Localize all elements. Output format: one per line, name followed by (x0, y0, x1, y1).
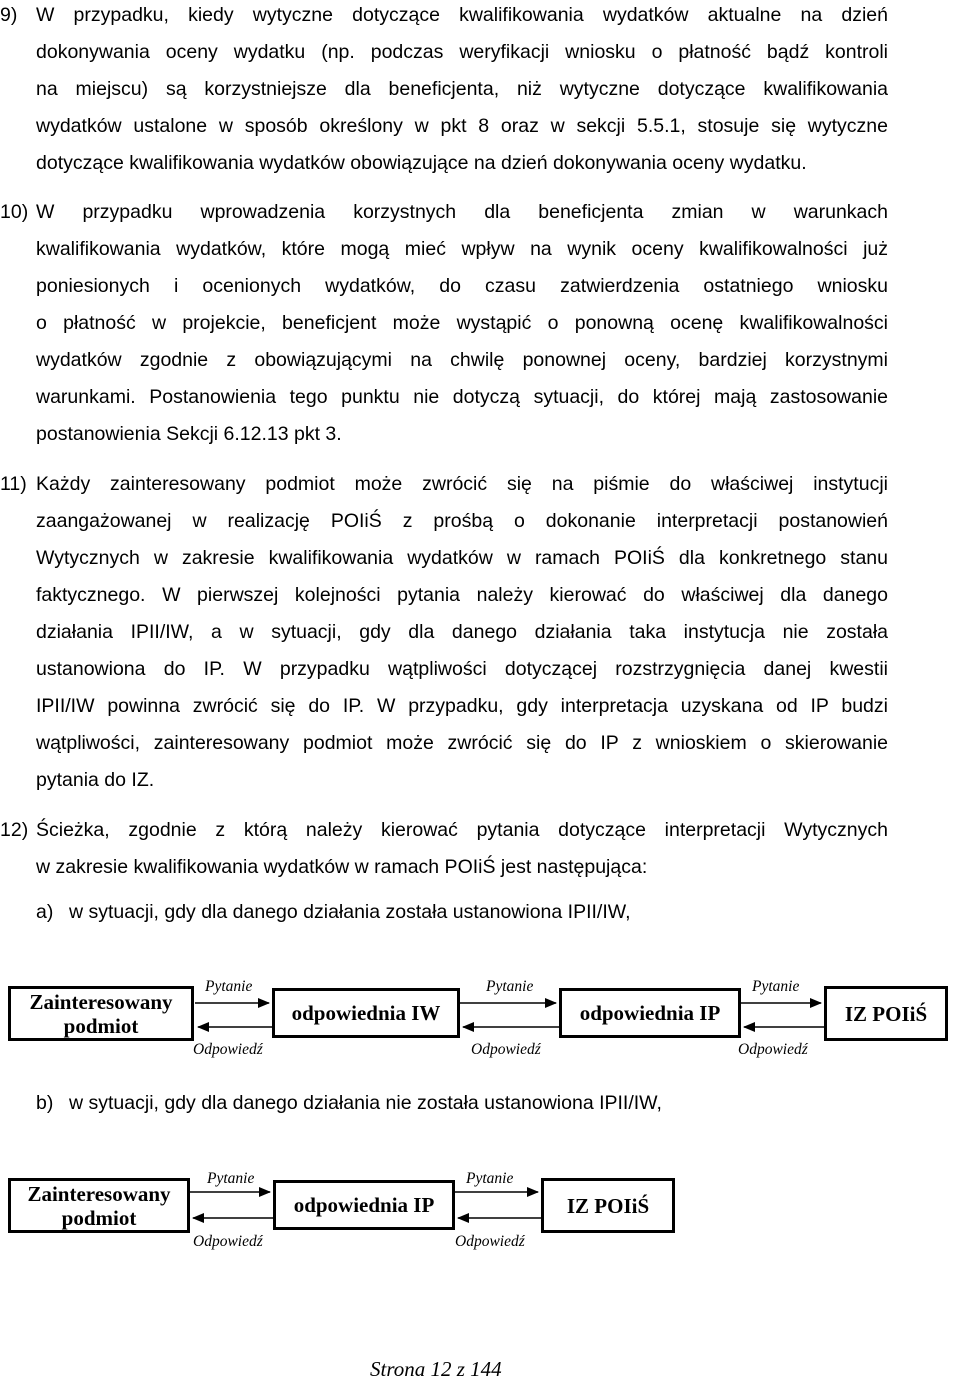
item-line: działania IPII/IW, a w sytuacji, gdy dla danego działania taka instytucja nie została (36, 621, 888, 643)
item-line: faktycznego. W pierwszej kolejności pytania należy kierować do właściwej dla danego (36, 584, 888, 606)
flow-a-answer-label: Odpowiedź (471, 1041, 541, 1058)
item-line: wydatków zgodnie z obowiązującymi na chwilę ponownej oceny, bardziej korzystnymi (36, 349, 888, 371)
item-line: wątpliwości, zainteresowany podmiot może zwrócić się do IP z wnioskiem o skierowanie (36, 732, 888, 754)
flow-b-box-ip: odpowiednia IP (273, 1180, 455, 1230)
item-line: o płatność w projekcie, beneficjent może wystąpić o ponowną ocenę kwalifikowalności (36, 312, 888, 334)
item-line: pytania do IZ. (36, 769, 155, 791)
flow-a-question-label: Pytanie (486, 978, 534, 995)
sub-item-text: w sytuacji, gdy dla danego działania nie została ustanowiona IPII/IW, (69, 1092, 662, 1114)
flow-b-box-applicant: Zainteresowany podmiot (8, 1178, 190, 1233)
item-line: ustanowiona do IP. W przypadku wątpliwości dotyczącej rozstrzygnięcia danej kwestii (36, 658, 888, 680)
flow-a-question-label: Pytanie (752, 978, 800, 995)
flow-b-answer-label: Odpowiedź (455, 1233, 525, 1250)
flow-b-box-iz: IZ POIiŚ (541, 1178, 675, 1233)
flow-b-question-label: Pytanie (466, 1170, 514, 1187)
flow-a-box-iw: odpowiednia IW (272, 988, 460, 1038)
item-line: IPII/IW powinna zwrócić się do IP. W przypadku, gdy interpretacja uzyskana od IP budzi (36, 695, 888, 717)
flow-a-box-applicant: Zainteresowany podmiot (8, 986, 194, 1041)
item-number: 9) (0, 4, 18, 26)
item-line: dotyczące kwalifikowania wydatków obowiązujące na dzień dokonywania oceny wydatku. (36, 152, 807, 174)
flow-b-answer-label: Odpowiedź (193, 1233, 263, 1250)
item-line: W przypadku, kiedy wytyczne dotyczące kwalifikowania wydatków aktualne na dzień (36, 4, 888, 26)
flow-a-question-label: Pytanie (205, 978, 253, 995)
flow-a-box-ip: odpowiednia IP (559, 988, 741, 1038)
sub-item-letter: b) (36, 1092, 54, 1114)
item-line: warunkami. Postanowienia tego punktu nie dotyczą sytuacji, do której mają zastosowanie (36, 386, 888, 408)
item-number: 10) (0, 201, 29, 223)
item-line: wydatków ustalone w sposób określony w pkt 8 oraz w sekcji 5.5.1, stosuje się wytyczne (36, 115, 888, 137)
item-line: dokonywania oceny wydatku (np. podczas weryfikacji wniosku o płatność bądź kontroli (36, 41, 888, 63)
item-number: 11) (0, 473, 27, 495)
flow-a-box-iz: IZ POIiŚ (824, 986, 948, 1041)
item-line: poniesionych i ocenionych wydatków, do czasu zatwierdzenia ostatniego wniosku (36, 275, 888, 297)
item-line: na miejscu) są korzystniejsze dla beneficjenta, niż wytyczne dotyczące kwalifikowania (36, 78, 888, 100)
sub-item-text: w sytuacji, gdy dla danego działania została ustanowiona IPII/IW, (69, 901, 631, 923)
item-line: kwalifikowania wydatków, które mogą mieć wpływ na wynik oceny kwalifikowalności już (36, 238, 888, 260)
flow-a-answer-label: Odpowiedź (738, 1041, 808, 1058)
item-line: Ścieżka, zgodnie z którą należy kierować pytania dotyczące interpretacji Wytycznych (36, 819, 888, 841)
sub-item-letter: a) (36, 901, 54, 923)
item-number: 12) (0, 819, 29, 841)
page-number: Strona 12 z 144 (370, 1357, 502, 1381)
flow-a-answer-label: Odpowiedź (193, 1041, 263, 1058)
item-line: Wytycznych w zakresie kwalifikowania wydatków w ramach POIiŚ dla konkretnego stanu (36, 547, 888, 569)
item-line: zaangażowanej w realizację POIiŚ z prośbą o dokonanie interpretacji postanowień (36, 510, 888, 532)
item-line: postanowienia Sekcji 6.12.13 pkt 3. (36, 423, 342, 445)
flow-b-question-label: Pytanie (207, 1170, 255, 1187)
item-line: w zakresie kwalifikowania wydatków w ramach POIiŚ jest następująca: (36, 856, 648, 878)
item-line: Każdy zainteresowany podmiot może zwrócić się na piśmie do właściwej instytucji (36, 473, 888, 495)
item-line: W przypadku wprowadzenia korzystnych dla beneficjenta zmian w warunkach (36, 201, 888, 223)
